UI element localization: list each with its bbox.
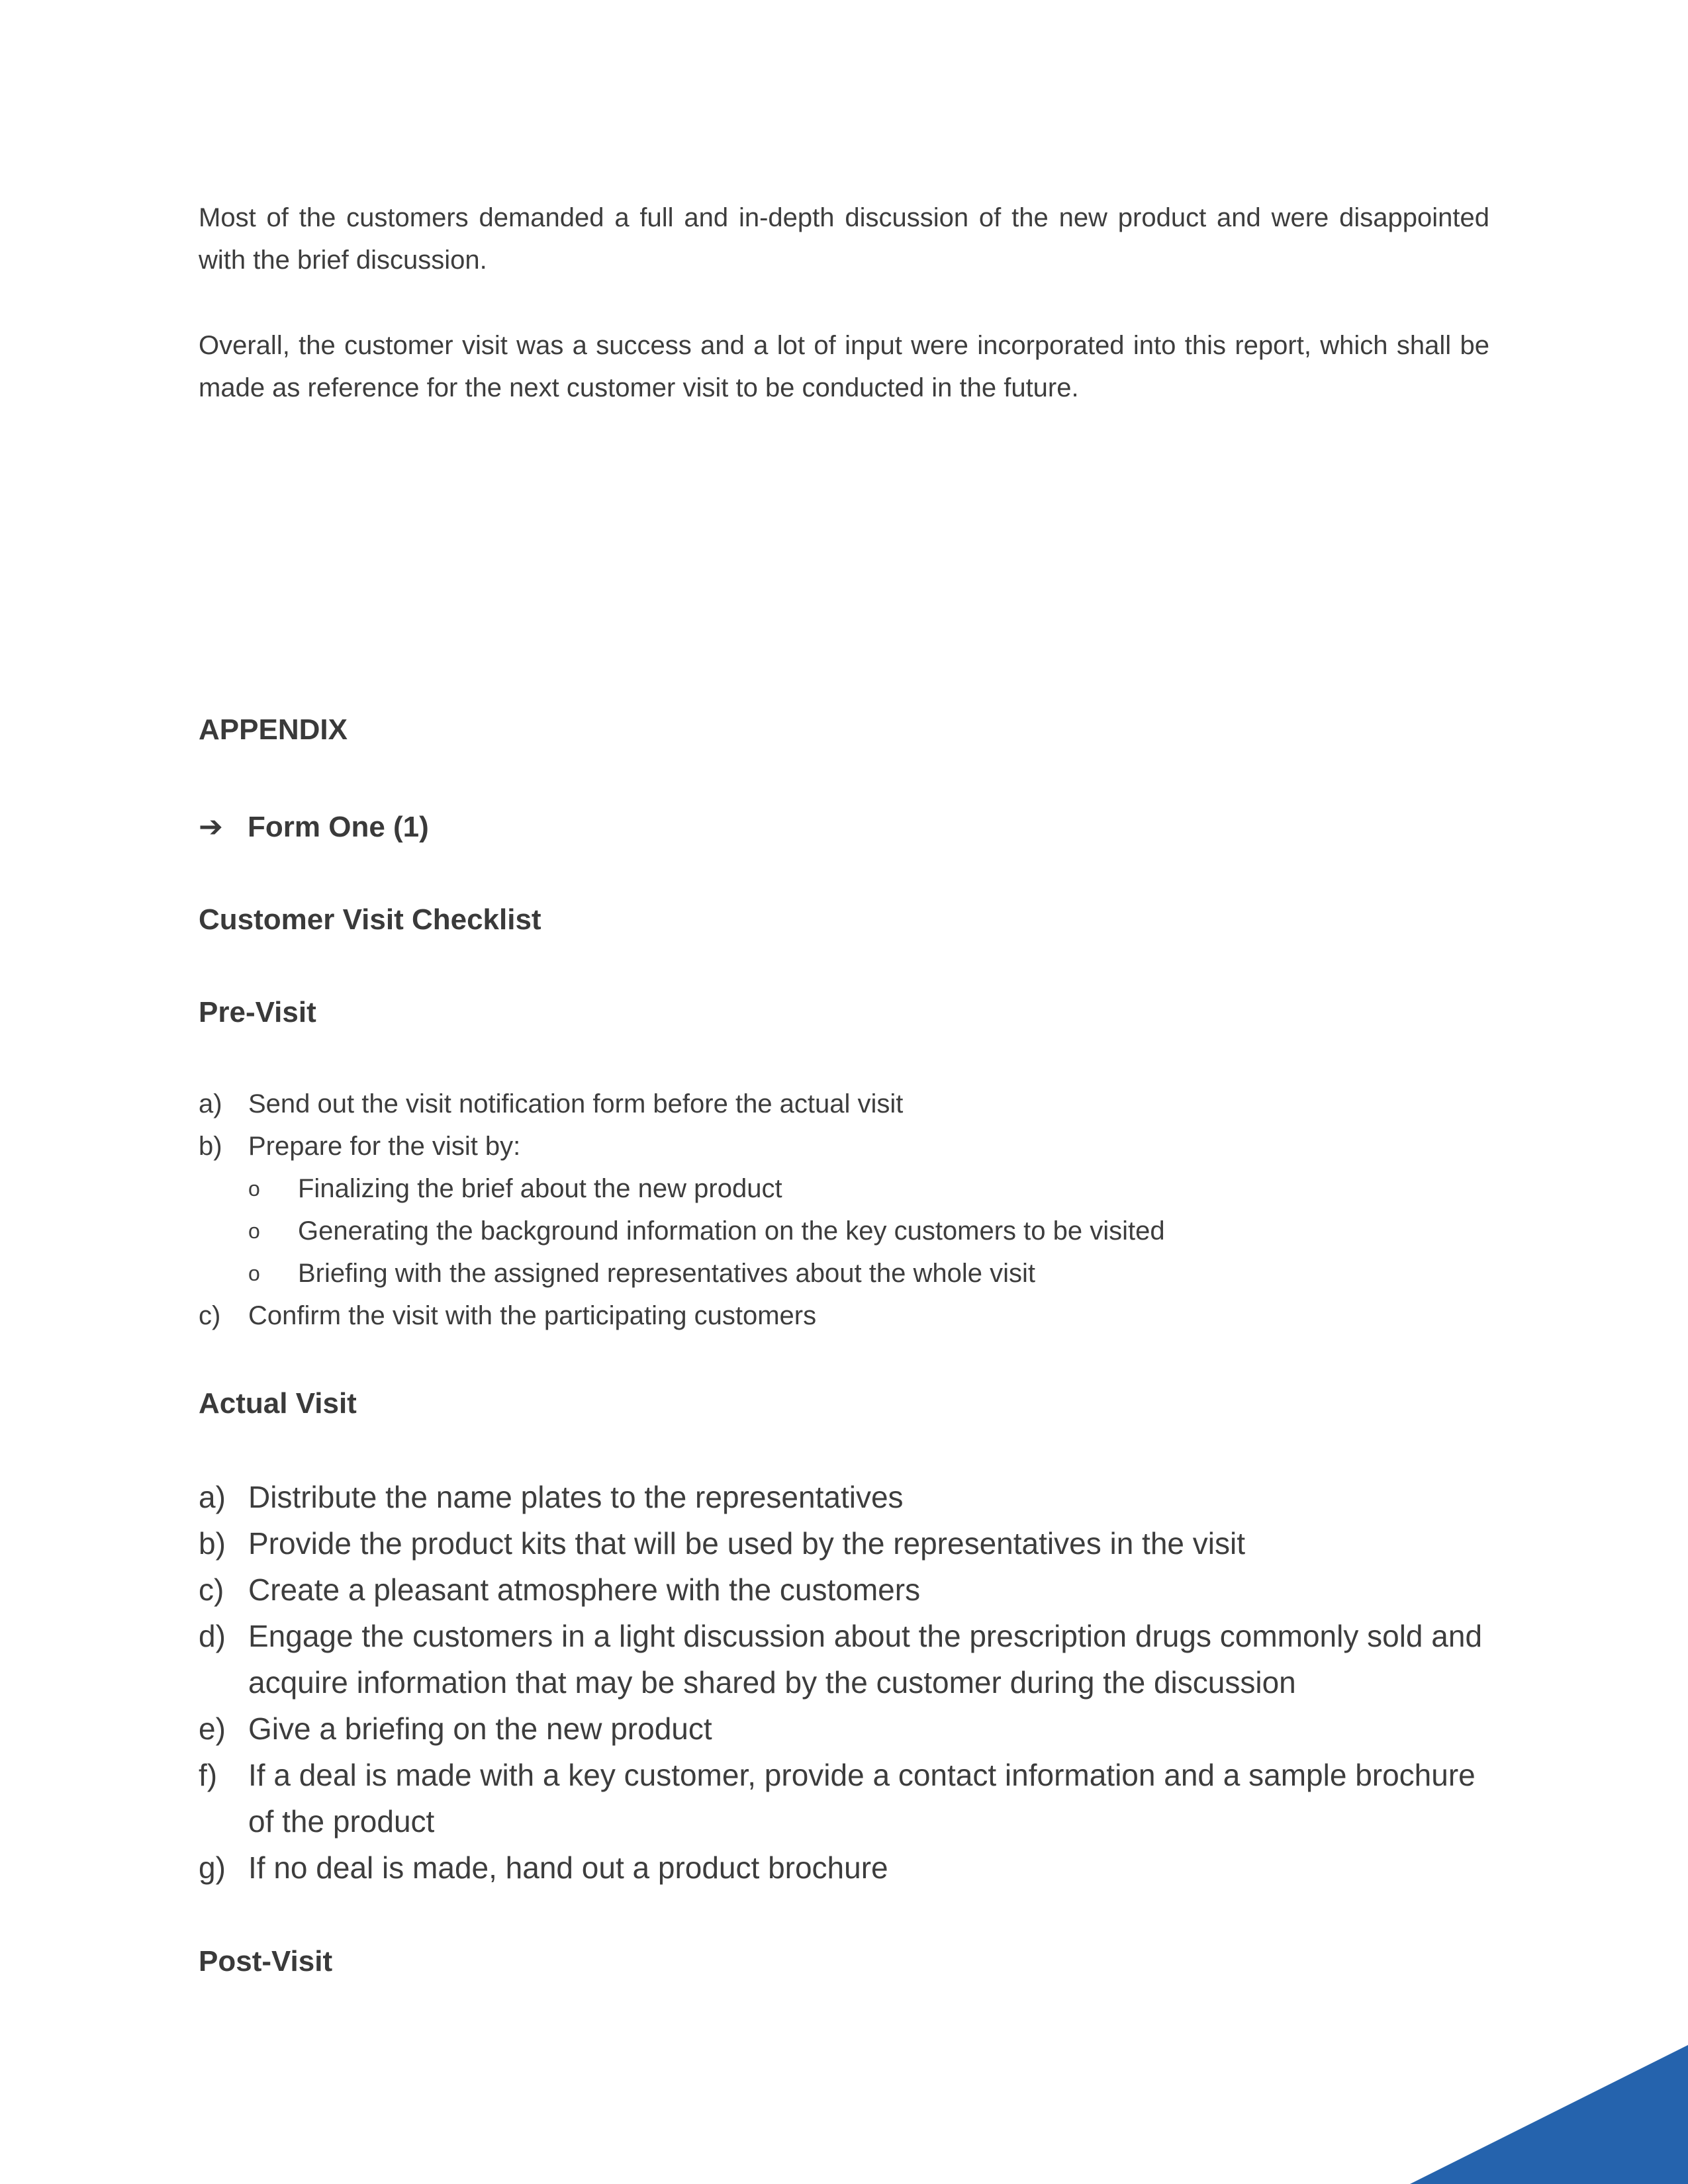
paragraph-overall-summary: Overall, the customer visit was a success and a lot of input were incorporated into this report, which shall be made as reference for the next customer visit to be conducted in the future. <box>199 331 1489 402</box>
list-item <box>199 1752 1489 1844</box>
list-item <box>199 1613 1489 1706</box>
sublist-item <box>248 1210 1489 1252</box>
circle-bullet-icon: o <box>248 1219 260 1243</box>
list-marker: a) <box>199 1480 226 1514</box>
list-marker: f) <box>199 1758 218 1792</box>
sublist-item-text: Briefing with the assigned representatives about the whole visit <box>298 1259 1035 1288</box>
arrow-right-icon: ➔ <box>199 811 223 843</box>
list-item-text: Provide the product kits that will be used by the representatives in the visit <box>248 1526 1246 1561</box>
list-item-text: If a deal is made with a key customer, provide a contact information and a sample brochure of the product <box>248 1758 1476 1839</box>
corner-decoration <box>1410 2045 1688 2184</box>
list-item-text: Send out the visit notification form before the actual visit <box>248 1089 904 1118</box>
list-item-text: Engage the customers in a light discussion about the prescription drugs commonly sold and acquire information that may be shared by the customer during the discussion <box>248 1619 1483 1700</box>
list-item <box>199 1295 1489 1337</box>
list-item <box>199 1474 1489 1520</box>
actual-visit-heading: Actual Visit <box>199 1387 357 1420</box>
list-marker: c) <box>199 1301 221 1330</box>
list-item-text: If no deal is made, hand out a product brochure <box>248 1850 888 1885</box>
list-item <box>199 1706 1489 1752</box>
actual-visit-list <box>199 1474 1489 1891</box>
checklist-title: Customer Visit Checklist <box>199 903 541 936</box>
pre-visit-heading: Pre-Visit <box>199 996 316 1028</box>
list-item-text: Give a briefing on the new product <box>248 1711 712 1746</box>
sublist-item-text: Generating the background information on the key customers to be visited <box>298 1216 1165 1246</box>
list-item-text: Create a pleasant atmosphere with the customers <box>248 1572 921 1607</box>
sublist-item <box>248 1252 1489 1295</box>
list-marker: g) <box>199 1850 226 1885</box>
form-one-label: Form One (1) <box>248 811 429 843</box>
list-item-text: Distribute the name plates to the representatives <box>248 1480 904 1514</box>
list-item <box>199 1567 1489 1613</box>
list-item <box>199 1520 1489 1567</box>
post-visit-heading: Post-Visit <box>199 1945 333 1978</box>
pre-visit-sublist <box>248 1167 1489 1295</box>
list-marker: a) <box>199 1089 222 1118</box>
list-marker: e) <box>199 1711 226 1746</box>
list-item <box>199 1125 1489 1295</box>
list-marker: b) <box>199 1132 222 1161</box>
sublist-item <box>248 1167 1489 1210</box>
circle-bullet-icon: o <box>248 1261 260 1285</box>
list-marker: d) <box>199 1619 226 1653</box>
list-item <box>199 1083 1489 1125</box>
list-marker: b) <box>199 1526 226 1561</box>
pre-visit-list <box>199 1083 1489 1337</box>
appendix-heading: APPENDIX <box>199 713 348 746</box>
corner-triangle <box>1410 2045 1688 2184</box>
paragraph-customer-demand: Most of the customers demanded a full and in-depth discussion of the new product and were disappointed with the brief discussion. <box>199 203 1489 275</box>
form-one-title <box>199 809 429 846</box>
list-item <box>199 1844 1489 1891</box>
circle-bullet-icon: o <box>248 1177 260 1201</box>
list-item-text: Prepare for the visit by: <box>248 1132 521 1161</box>
list-item-text: Confirm the visit with the participating customers <box>248 1301 817 1330</box>
sublist-item-text: Finalizing the brief about the new product <box>298 1174 782 1203</box>
list-marker: c) <box>199 1572 224 1607</box>
